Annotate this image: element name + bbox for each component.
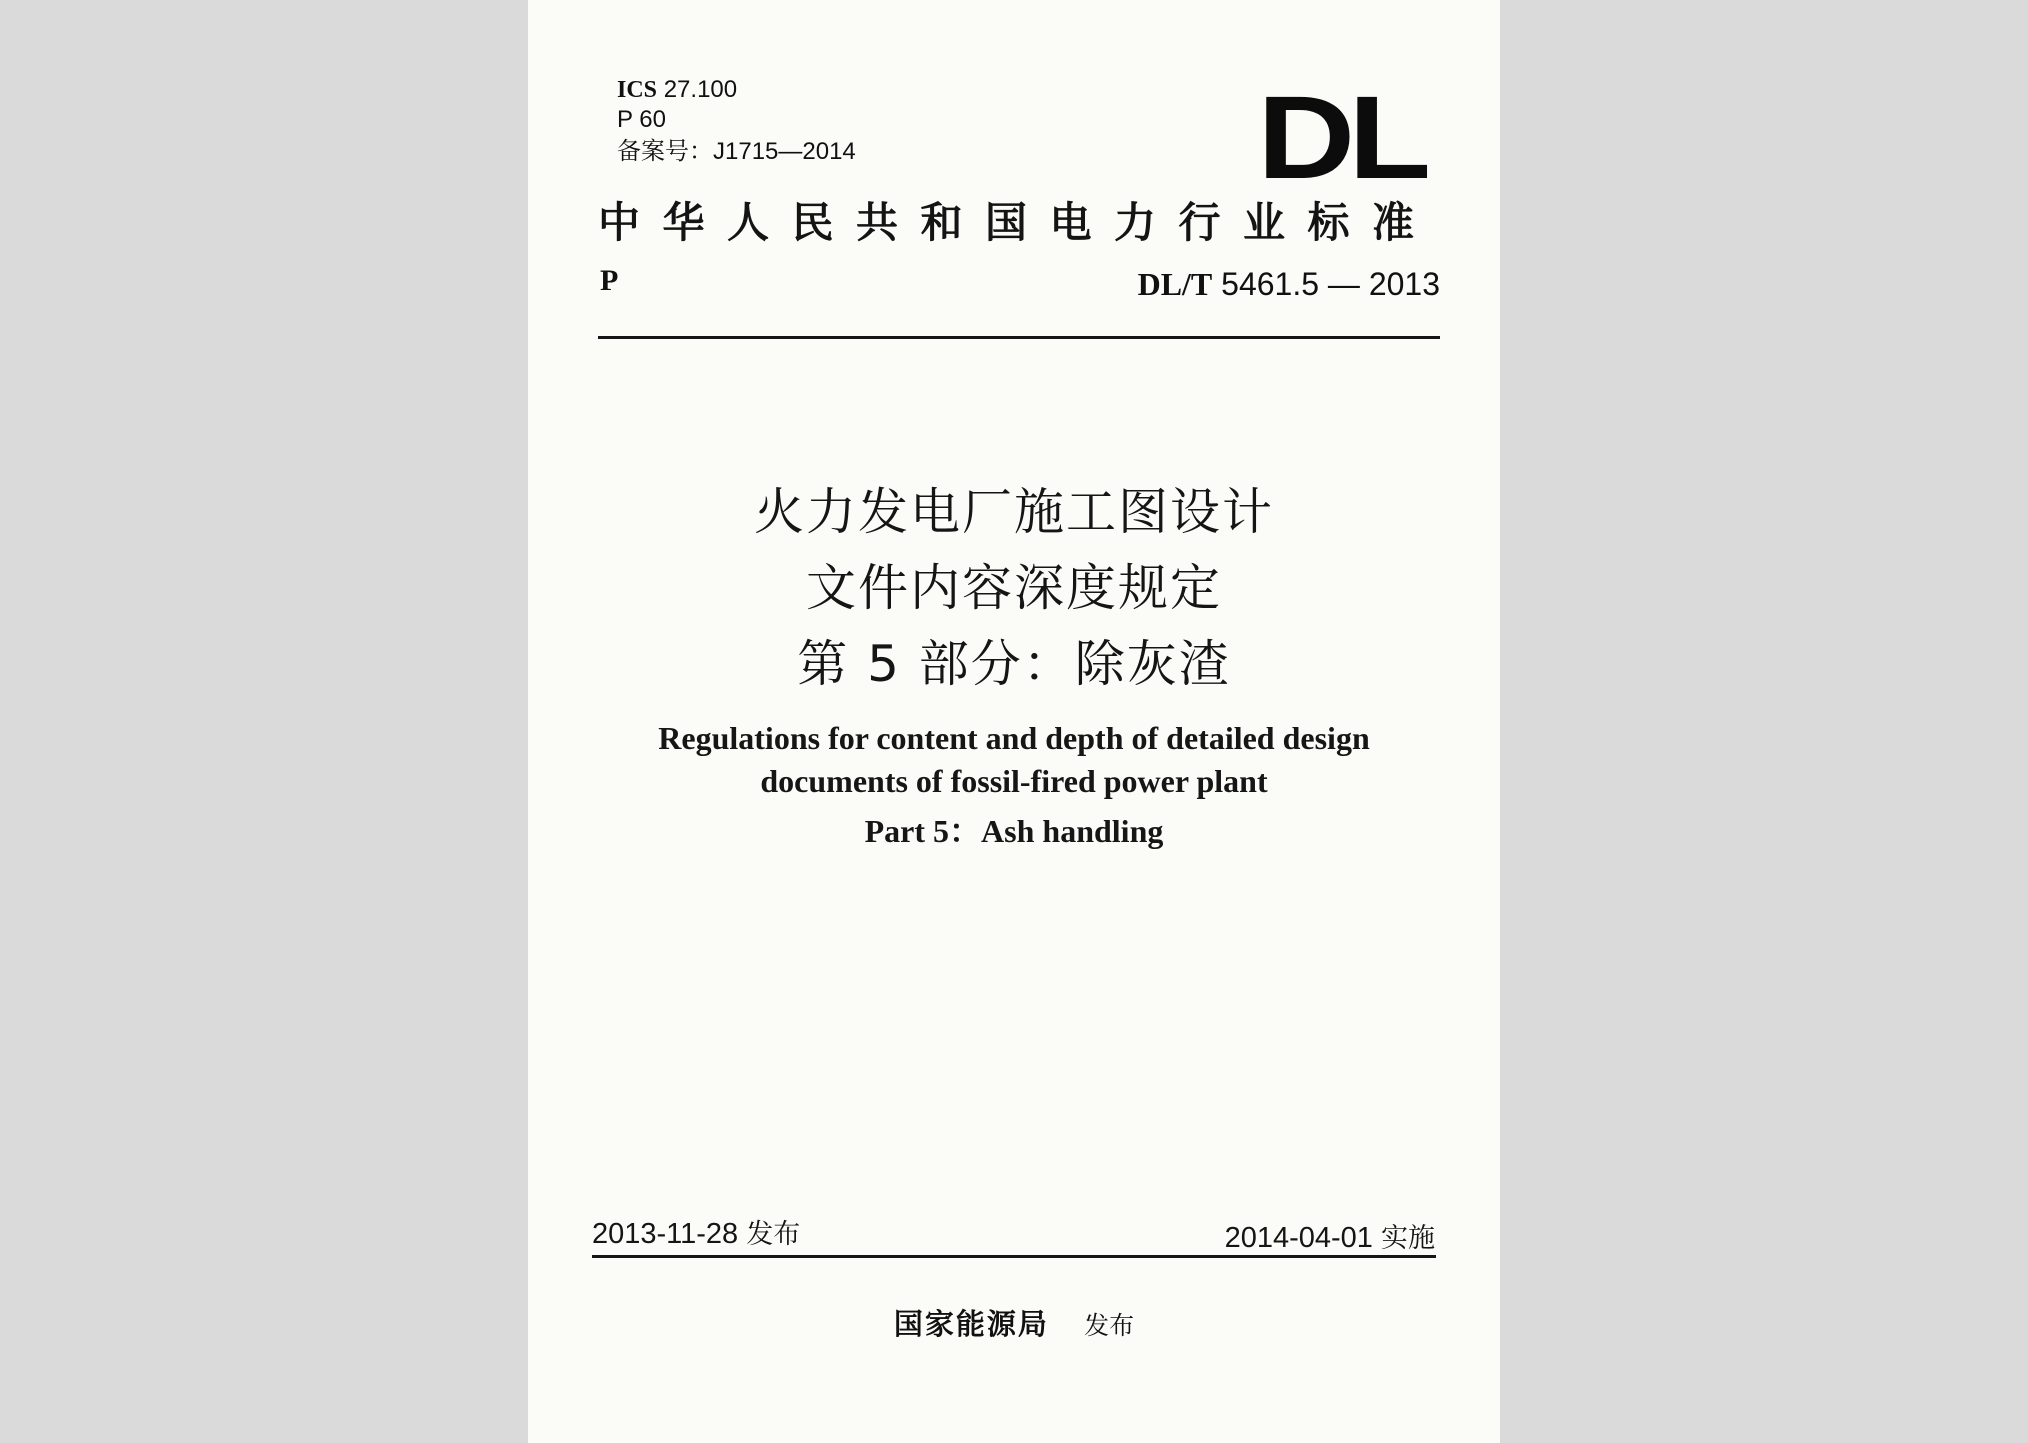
standard-code: 5461.5 — 2013 xyxy=(1221,266,1440,302)
standard-number xyxy=(1138,266,1440,303)
header-divider xyxy=(598,336,1440,339)
document-page xyxy=(528,0,1500,1443)
issue-label: 发布 xyxy=(746,1219,801,1250)
en-title-line-3: Part 5：Ash handling xyxy=(864,813,1164,849)
footer-divider xyxy=(592,1255,1436,1258)
filing-number: 备案号：J1715—2014 xyxy=(617,138,856,165)
effective-date xyxy=(1225,1216,1435,1255)
effective-date-value: 2014-04-01 xyxy=(1224,1222,1373,1254)
en-title-line-2: documents of fossil-fired power plant xyxy=(760,763,1268,799)
ccs-code: P 60 xyxy=(617,106,666,133)
issue-date xyxy=(592,1212,800,1251)
classification-code: P xyxy=(600,264,619,297)
dl-logo: DL xyxy=(1256,72,1424,204)
standard-prefix: DL/T xyxy=(1137,266,1213,302)
cn-title-line-1: 火力发电厂施工图设计 xyxy=(754,483,1274,541)
ics-value: 27.100 xyxy=(663,76,738,103)
effective-label: 实施 xyxy=(1381,1223,1435,1254)
issue-date-value: 2013-11-28 xyxy=(592,1218,739,1250)
ics-code xyxy=(617,76,737,104)
publisher-action: 发布 xyxy=(1084,1311,1135,1340)
cn-title-line-3: 第 5 部分：除灰渣 xyxy=(797,635,1231,693)
industry-standard-title: 中华人民共和国电力行业标准 xyxy=(598,198,1437,247)
cn-title-line-2: 文件内容深度规定 xyxy=(806,559,1222,617)
publisher-org: 国家能源局 xyxy=(893,1307,1049,1341)
publisher xyxy=(528,1302,1500,1343)
ics-label: ICS xyxy=(617,77,658,103)
en-title-line-1: Regulations for content and depth of detailed design xyxy=(658,720,1370,756)
